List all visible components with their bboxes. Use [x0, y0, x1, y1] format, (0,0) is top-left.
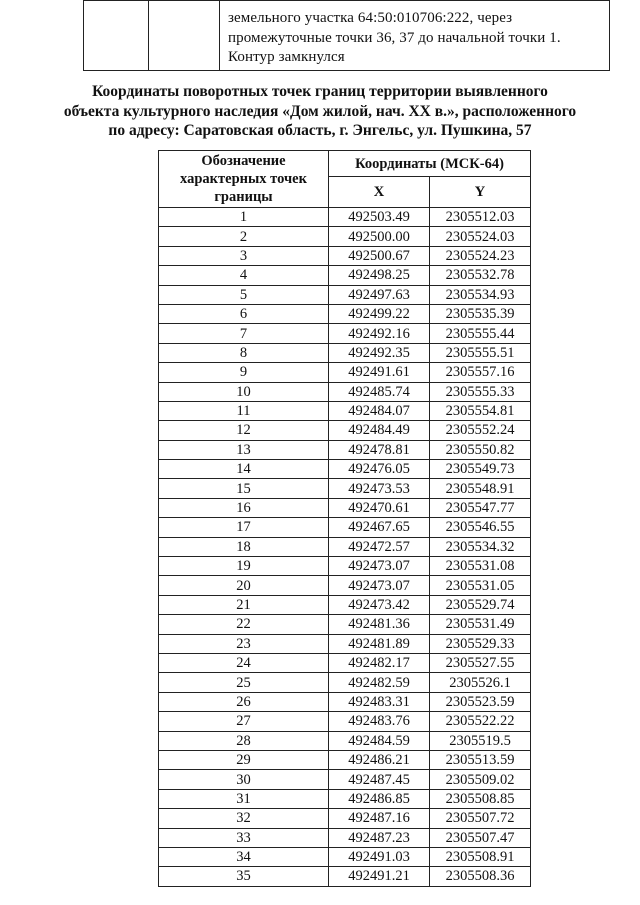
- table-row: [159, 847, 531, 866]
- point-number-cell: 32: [159, 809, 329, 828]
- table-row: [159, 770, 531, 789]
- y-coordinate-cell: 2305524.23: [430, 246, 531, 265]
- x-coordinate-cell: 492498.25: [329, 266, 430, 285]
- table-row: [159, 479, 531, 498]
- point-number-cell: 17: [159, 518, 329, 537]
- y-coordinate-cell: 2305527.55: [430, 653, 531, 672]
- x-coordinate-cell: 492487.23: [329, 828, 430, 847]
- point-number-cell: 27: [159, 712, 329, 731]
- x-coordinate-cell: 492482.17: [329, 653, 430, 672]
- point-number-cell: 22: [159, 615, 329, 634]
- table-row: [159, 712, 531, 731]
- header-coordinates-group: Координаты (МСК-64): [329, 151, 531, 177]
- table-row: [159, 809, 531, 828]
- point-number-cell: 6: [159, 304, 329, 323]
- point-number-cell: 16: [159, 498, 329, 517]
- point-number-cell: 18: [159, 537, 329, 556]
- table-row: [159, 460, 531, 479]
- point-number-cell: 14: [159, 460, 329, 479]
- point-number-cell: 24: [159, 653, 329, 672]
- x-coordinate-cell: 492487.45: [329, 770, 430, 789]
- y-coordinate-cell: 2305531.49: [430, 615, 531, 634]
- y-coordinate-cell: 2305529.33: [430, 634, 531, 653]
- x-coordinate-cell: 492487.16: [329, 809, 430, 828]
- y-coordinate-cell: 2305552.24: [430, 421, 531, 440]
- y-coordinate-cell: 2305508.91: [430, 847, 531, 866]
- previous-table-fragment: [83, 0, 610, 71]
- y-coordinate-cell: 2305531.05: [430, 576, 531, 595]
- point-number-cell: 9: [159, 363, 329, 382]
- table-row: [159, 266, 531, 285]
- point-number-cell: 20: [159, 576, 329, 595]
- table-row: [159, 576, 531, 595]
- x-coordinate-cell: 492486.21: [329, 750, 430, 769]
- y-coordinate-cell: 2305524.03: [430, 227, 531, 246]
- x-coordinate-cell: 492491.03: [329, 847, 430, 866]
- point-number-cell: 12: [159, 421, 329, 440]
- y-coordinate-cell: 2305508.85: [430, 789, 531, 808]
- y-coordinate-cell: 2305519.5: [430, 731, 531, 750]
- table-row: [159, 557, 531, 576]
- document-title: [0, 82, 640, 141]
- coordinates-table-body: [159, 208, 531, 887]
- y-coordinate-cell: 2305548.91: [430, 479, 531, 498]
- y-coordinate-cell: 2305532.78: [430, 266, 531, 285]
- table-row: [159, 867, 531, 886]
- x-coordinate-cell: 492473.07: [329, 576, 430, 595]
- x-coordinate-cell: 492491.21: [329, 867, 430, 886]
- x-coordinate-cell: 492481.89: [329, 634, 430, 653]
- table-row: [159, 518, 531, 537]
- x-coordinate-cell: 492485.74: [329, 382, 430, 401]
- previous-table-cell: [149, 1, 220, 71]
- x-coordinate-cell: 492483.76: [329, 712, 430, 731]
- x-coordinate-cell: 492476.05: [329, 460, 430, 479]
- y-coordinate-cell: 2305549.73: [430, 460, 531, 479]
- table-row: [159, 363, 531, 382]
- point-number-cell: 35: [159, 867, 329, 886]
- title-line: Координаты поворотных точек границ территории выявленного: [92, 83, 548, 100]
- x-coordinate-cell: 492484.59: [329, 731, 430, 750]
- y-coordinate-cell: 2305555.44: [430, 324, 531, 343]
- table-row: [159, 227, 531, 246]
- point-number-cell: 1: [159, 208, 329, 227]
- table-row: [159, 440, 531, 459]
- table-row: [159, 498, 531, 517]
- x-coordinate-cell: 492473.07: [329, 557, 430, 576]
- x-coordinate-cell: 492503.49: [329, 208, 430, 227]
- description-line: промежуточные точки 36, 37 до начальной точки 1.: [228, 29, 561, 46]
- y-coordinate-cell: 2305535.39: [430, 304, 531, 323]
- x-coordinate-cell: 492481.36: [329, 615, 430, 634]
- y-coordinate-cell: 2305555.33: [430, 382, 531, 401]
- y-coordinate-cell: 2305529.74: [430, 595, 531, 614]
- point-number-cell: 2: [159, 227, 329, 246]
- previous-table-row: [84, 1, 610, 71]
- table-row: [159, 382, 531, 401]
- table-row: [159, 304, 531, 323]
- table-row: [159, 537, 531, 556]
- title-line: объекта культурного наследия «Дом жилой, нач. XX в.», расположенного: [63, 102, 577, 120]
- y-coordinate-cell: 2305526.1: [430, 673, 531, 692]
- y-coordinate-cell: 2305508.36: [430, 867, 531, 886]
- header-x: X: [329, 177, 430, 208]
- y-coordinate-cell: 2305554.81: [430, 401, 531, 420]
- table-row: [159, 285, 531, 304]
- x-coordinate-cell: 492484.07: [329, 401, 430, 420]
- x-coordinate-cell: 492483.31: [329, 692, 430, 711]
- y-coordinate-cell: 2305512.03: [430, 208, 531, 227]
- table-row: [159, 789, 531, 808]
- point-number-cell: 19: [159, 557, 329, 576]
- table-row: [159, 343, 531, 362]
- point-number-cell: 28: [159, 731, 329, 750]
- previous-table-description: [220, 1, 610, 71]
- y-coordinate-cell: 2305522.22: [430, 712, 531, 731]
- x-coordinate-cell: 492467.65: [329, 518, 430, 537]
- table-row: [159, 673, 531, 692]
- table-row: [159, 634, 531, 653]
- table-row: [159, 615, 531, 634]
- x-coordinate-cell: 492499.22: [329, 304, 430, 323]
- x-coordinate-cell: 492492.35: [329, 343, 430, 362]
- y-coordinate-cell: 2305507.47: [430, 828, 531, 847]
- point-number-cell: 13: [159, 440, 329, 459]
- y-coordinate-cell: 2305546.55: [430, 518, 531, 537]
- header-point-name: Обозначение характерных точек границы: [159, 151, 329, 208]
- table-row: [159, 208, 531, 227]
- x-coordinate-cell: 492484.49: [329, 421, 430, 440]
- x-coordinate-cell: 492492.16: [329, 324, 430, 343]
- point-number-cell: 26: [159, 692, 329, 711]
- point-number-cell: 33: [159, 828, 329, 847]
- x-coordinate-cell: 492491.61: [329, 363, 430, 382]
- y-coordinate-cell: 2305557.16: [430, 363, 531, 382]
- point-number-cell: 25: [159, 673, 329, 692]
- point-number-cell: 29: [159, 750, 329, 769]
- point-number-cell: 15: [159, 479, 329, 498]
- point-number-cell: 5: [159, 285, 329, 304]
- y-coordinate-cell: 2305531.08: [430, 557, 531, 576]
- x-coordinate-cell: 492500.67: [329, 246, 430, 265]
- y-coordinate-cell: 2305509.02: [430, 770, 531, 789]
- table-row: [159, 246, 531, 265]
- coordinates-table-header: [159, 151, 531, 208]
- y-coordinate-cell: 2305523.59: [430, 692, 531, 711]
- x-coordinate-cell: 492500.00: [329, 227, 430, 246]
- x-coordinate-cell: 492473.53: [329, 479, 430, 498]
- point-number-cell: 8: [159, 343, 329, 362]
- table-row: [159, 692, 531, 711]
- previous-table-cell: [84, 1, 149, 71]
- coordinates-table: [158, 150, 531, 887]
- x-coordinate-cell: 492486.85: [329, 789, 430, 808]
- table-row: [159, 595, 531, 614]
- y-coordinate-cell: 2305534.93: [430, 285, 531, 304]
- title-line: по адресу: Саратовская область, г. Энгельс, ул. Пушкина, 57: [108, 122, 532, 139]
- point-number-cell: 21: [159, 595, 329, 614]
- y-coordinate-cell: 2305513.59: [430, 750, 531, 769]
- point-number-cell: 31: [159, 789, 329, 808]
- point-number-cell: 11: [159, 401, 329, 420]
- table-row: [159, 731, 531, 750]
- y-coordinate-cell: 2305550.82: [430, 440, 531, 459]
- description-line: Контур замкнулся: [228, 49, 345, 65]
- y-coordinate-cell: 2305555.51: [430, 343, 531, 362]
- x-coordinate-cell: 492478.81: [329, 440, 430, 459]
- description-line: земельного участка 64:50:010706:222, через: [228, 10, 513, 26]
- point-number-cell: 7: [159, 324, 329, 343]
- y-coordinate-cell: 2305534.32: [430, 537, 531, 556]
- point-number-cell: 23: [159, 634, 329, 653]
- table-row: [159, 828, 531, 847]
- y-coordinate-cell: 2305547.77: [430, 498, 531, 517]
- y-coordinate-cell: 2305507.72: [430, 809, 531, 828]
- point-number-cell: 3: [159, 246, 329, 265]
- point-number-cell: 10: [159, 382, 329, 401]
- x-coordinate-cell: 492482.59: [329, 673, 430, 692]
- x-coordinate-cell: 492497.63: [329, 285, 430, 304]
- table-row: [159, 421, 531, 440]
- point-number-cell: 4: [159, 266, 329, 285]
- x-coordinate-cell: 492470.61: [329, 498, 430, 517]
- x-coordinate-cell: 492473.42: [329, 595, 430, 614]
- point-number-cell: 34: [159, 847, 329, 866]
- table-row: [159, 401, 531, 420]
- table-row: [159, 653, 531, 672]
- x-coordinate-cell: 492472.57: [329, 537, 430, 556]
- header-y: Y: [430, 177, 531, 208]
- point-number-cell: 30: [159, 770, 329, 789]
- table-row: [159, 750, 531, 769]
- table-row: [159, 324, 531, 343]
